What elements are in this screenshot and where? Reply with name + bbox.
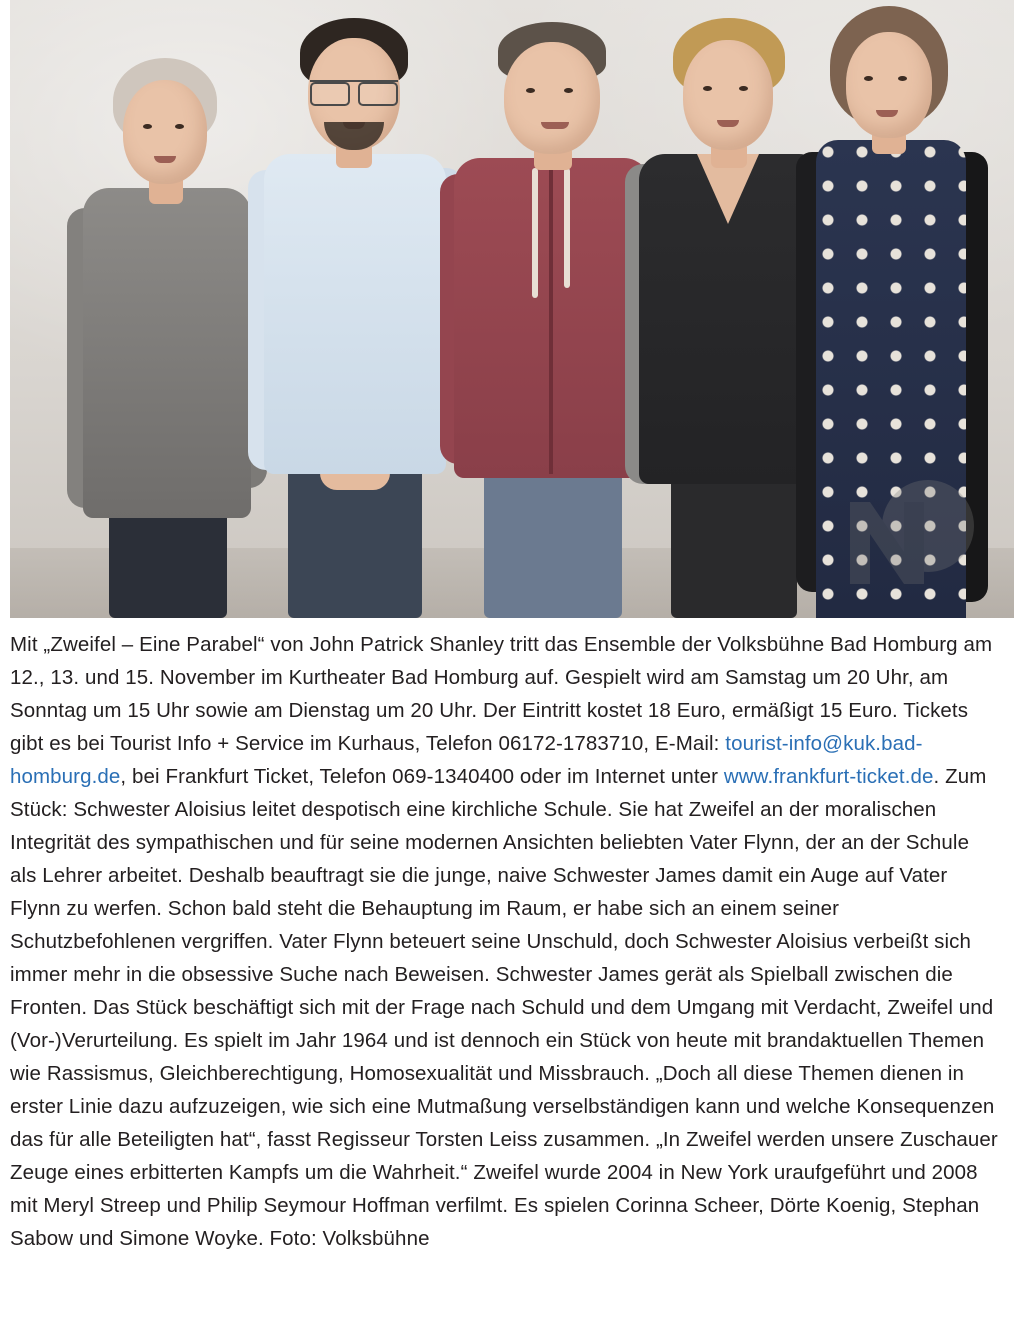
- article-body: [10, 628, 998, 1255]
- person-4-eye-left: [703, 86, 712, 91]
- person-4-mouth: [717, 120, 739, 127]
- person-1-mouth: [154, 156, 176, 163]
- person-3-head: [504, 42, 600, 154]
- person-3-hoodie-string-left: [532, 168, 538, 298]
- watermark-logo-icon: [836, 468, 976, 596]
- person-2: [248, 18, 463, 618]
- person-1: [65, 58, 270, 618]
- person-3-eye-right: [564, 88, 573, 93]
- person-3-legs: [484, 458, 622, 618]
- person-1-torso: [83, 188, 251, 518]
- person-2-torso: [264, 154, 446, 474]
- glasses-icon: [310, 80, 398, 104]
- person-5-eye-left: [864, 76, 873, 81]
- person-4-eye-right: [739, 86, 748, 91]
- website-link[interactable]: www.frankfurt-ticket.de: [723, 765, 934, 788]
- person-1-eye-left: [143, 124, 152, 129]
- person-3-hoodie-zip: [549, 164, 553, 474]
- article-photo: [10, 0, 1014, 618]
- person-5-eye-right: [898, 76, 907, 81]
- person-5-head: [846, 32, 932, 138]
- article-text-part-3: . Zum Stück: Schwester Aloisius leitet despotisch eine kirchliche Schule. Sie hat Zweifel an der moralischen Integrität des sympathischen und für seine modernen Ansichten beliebten Vater Flynn, der an der Schule als Lehrer arbeitet. Deshalb beauftragt sie die junge, naive Schwester James damit ein Auge auf Vater Flynn zu werfen. Schon bald steht die Behauptung im Raum, er habe sich an einem seiner Schutzbefohlenen vergriffen. Vater Flynn beteuert seine Unschuld, doch Schwester Aloisius verbeißt sich immer mehr in die obsessive Suche nach Beweisen. Schwester James gerät als Spielball zwischen die Fronten. Das Stück beschäftigt sich mit der Frage nach Schuld und dem Umgang mit Verdacht, Zweifel und (Vor-)Verurteilung. Es spielt im Jahr 1964 und ist dennoch ein Stück von heute mit brandaktuellen Themen wie Rassismus, Gleichberechtigung, Homosexualität und Missbrauch. „Doch all diese Themen dienen in erster Linie dazu aufzuzeigen, wie sich eine Mutmaßung verselbständigen kann und welche Konsequenzen das für alle Beteiligten hat“, fasst Regisseur Torsten Leiss zusammen. „In Zweifel werden unsere Zuschauer Zeuge eines erbitterten Kampfs um die Wahrheit.“ Zweifel wurde 2004 in New York uraufgeführt und 2008 mit Meryl Streep und Philip Seymour Hoffman verfilmt. Es spielen Corinna Scheer, Dörte Koenig, Stephan Sabow und Simone Woyke. Foto: Volksbühne: [10, 765, 998, 1250]
- email-link[interactable]: tourist-info@kuk.bad-homburg.de: [10, 732, 923, 788]
- article-text-part-1: Mit „Zweifel – Eine Parabel“ von John Patrick Shanley tritt das Ensemble der Volksbühne Bad Homburg am 12., 13. und 15. November im Kurtheater Bad Homburg auf. Gespielt wird am Samstag um 20 Uhr, am Sonntag um 15 Uhr sowie am Dienstag um 20 Uhr. Der Eintritt kostet 18 Euro, ermäßigt 15 Euro. Tickets gibt es bei Tourist Info + Service im Kurhaus, Telefon 06172-1783710, E-Mail:: [10, 633, 993, 755]
- person-3-eye-left: [526, 88, 535, 93]
- article-text-part-2: , bei Frankfurt Ticket, Telefon 069-1340400 oder im Internet unter: [120, 765, 724, 788]
- person-3-mouth: [541, 122, 569, 129]
- person-1-head: [123, 80, 207, 184]
- person-3-hoodie-string-right: [564, 168, 570, 288]
- person-4-legs: [671, 470, 797, 618]
- person-5-mouth: [876, 110, 898, 117]
- person-4-head: [683, 40, 773, 150]
- person-1-eye-right: [175, 124, 184, 129]
